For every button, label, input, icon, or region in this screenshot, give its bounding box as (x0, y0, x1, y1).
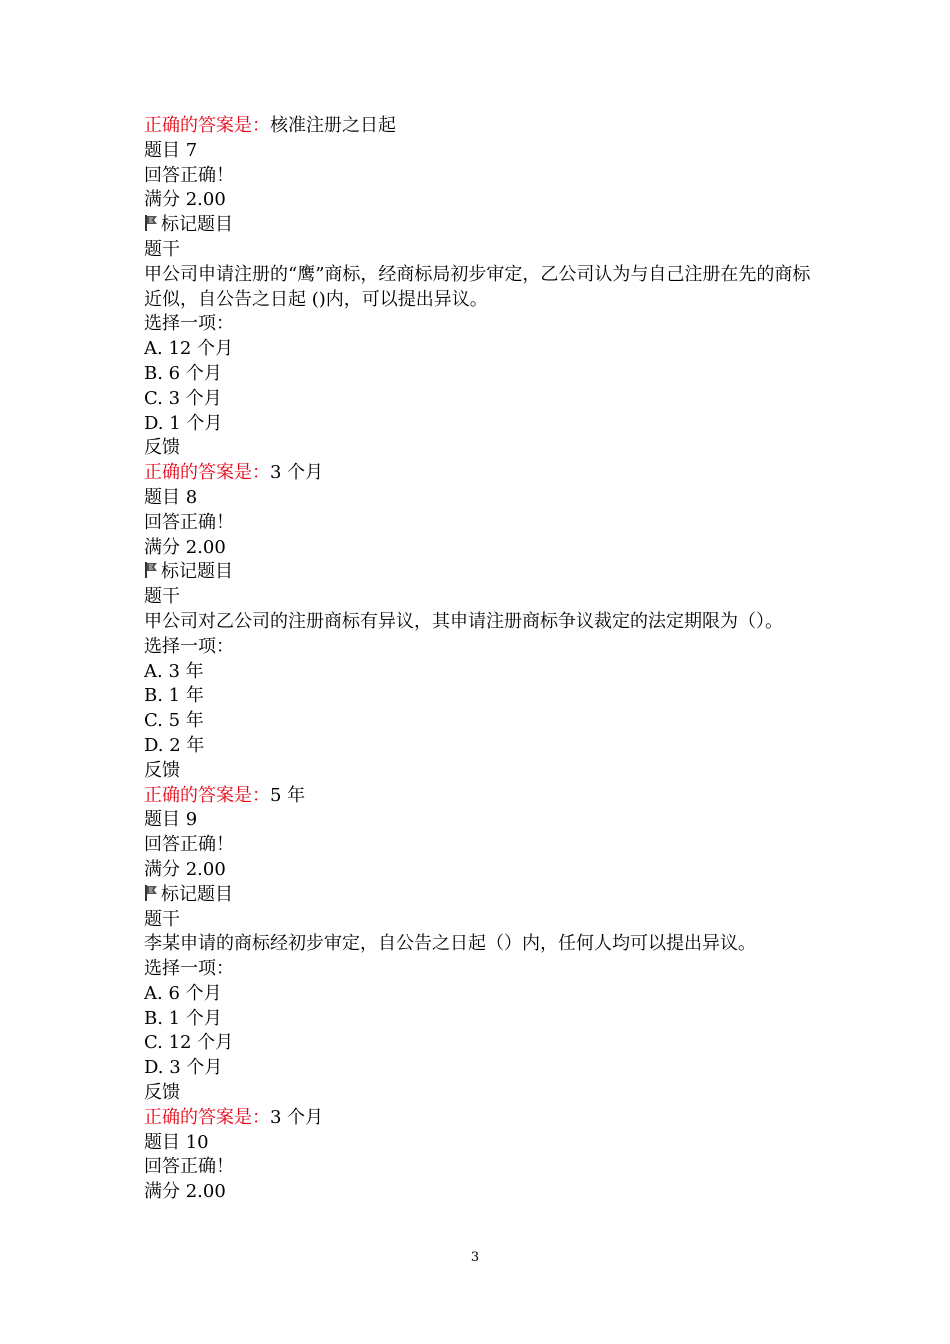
answer-text: 5 年 (270, 784, 306, 806)
option-d[interactable]: D. 3 个月 (144, 1057, 223, 1079)
answer-line (144, 1106, 814, 1131)
question-score: 满分 2.00 (144, 536, 226, 558)
feedback-label: 反馈 (144, 1082, 180, 1104)
question-score: 满分 2.00 (144, 189, 226, 211)
question-status: 回答正确！ (144, 164, 234, 186)
answer-text: 3 个月 (270, 462, 324, 484)
question-title: 题目 9 (144, 809, 198, 831)
flag-label[interactable]: 标记题目 (161, 561, 233, 583)
flag-icon (144, 884, 159, 902)
question-9 (144, 808, 814, 1130)
choose-label: 选择一项： (144, 958, 234, 980)
question-status: 回答正确！ (144, 511, 234, 533)
option-b[interactable]: B. 1 年 (144, 685, 204, 707)
question-stem: 甲公司申请注册的“鹰”商标，经商标局初步审定，乙公司认为与自己注册在先的商标近似，自公告之日起 ()内，可以提出异议。 (144, 263, 811, 310)
flag-question-link[interactable] (144, 560, 814, 585)
question-title: 题目 8 (144, 486, 198, 508)
option-d[interactable]: D. 2 年 (144, 734, 205, 756)
question-7 (144, 139, 814, 486)
flag-icon (144, 561, 159, 579)
feedback-label: 反馈 (144, 437, 180, 459)
answer-line (144, 784, 814, 809)
option-c[interactable]: C. 3 个月 (144, 387, 222, 409)
answer-label: 正确的答案是： (144, 1106, 270, 1128)
option-c[interactable]: C. 5 年 (144, 710, 204, 732)
flag-label[interactable]: 标记题目 (161, 883, 233, 905)
option-a[interactable]: A. 6 个月 (144, 982, 222, 1004)
answer-label: 正确的答案是： (144, 115, 270, 136)
flag-question-link[interactable] (144, 883, 814, 908)
option-a[interactable]: A. 12 个月 (144, 338, 234, 360)
answer-label: 正确的答案是： (144, 462, 270, 484)
option-b[interactable]: B. 6 个月 (144, 362, 222, 384)
flag-label[interactable]: 标记题目 (161, 214, 233, 236)
question-score: 满分 2.00 (144, 858, 226, 880)
option-a[interactable]: A. 3 年 (144, 660, 204, 682)
option-b[interactable]: B. 1 个月 (144, 1007, 222, 1029)
question-stem: 甲公司对乙公司的注册商标有异议，其申请注册商标争议裁定的法定期限为（）。 (144, 610, 783, 632)
question-8 (144, 486, 814, 808)
choose-label: 选择一项： (144, 635, 234, 657)
feedback-label: 反馈 (144, 759, 180, 781)
question-10 (144, 1131, 814, 1205)
answer-line (144, 461, 814, 486)
question-stem: 李某申请的商标经初步审定，自公告之日起（）内，任何人均可以提出异议。 (144, 933, 756, 955)
question-title: 题目 7 (144, 139, 198, 161)
question-status: 回答正确！ (144, 1156, 234, 1178)
answer-label: 正确的答案是： (144, 784, 270, 806)
stem-label: 题干 (144, 586, 180, 608)
stem-label: 题干 (144, 908, 180, 930)
answer-text: 核准注册之日起 (270, 115, 396, 136)
option-d[interactable]: D. 1 个月 (144, 412, 223, 434)
flag-icon (144, 214, 159, 232)
question-status: 回答正确！ (144, 834, 234, 856)
document-body (144, 114, 814, 1205)
flag-question-link[interactable] (144, 213, 814, 238)
option-c[interactable]: C. 12 个月 (144, 1032, 234, 1054)
choose-label: 选择一项： (144, 313, 234, 335)
question-title: 题目 10 (144, 1131, 209, 1153)
answer-text: 3 个月 (270, 1106, 324, 1128)
stem-label: 题干 (144, 238, 180, 260)
page-number: 3 (470, 1250, 480, 1265)
question-score: 满分 2.00 (144, 1181, 226, 1203)
answer-line (144, 114, 814, 139)
